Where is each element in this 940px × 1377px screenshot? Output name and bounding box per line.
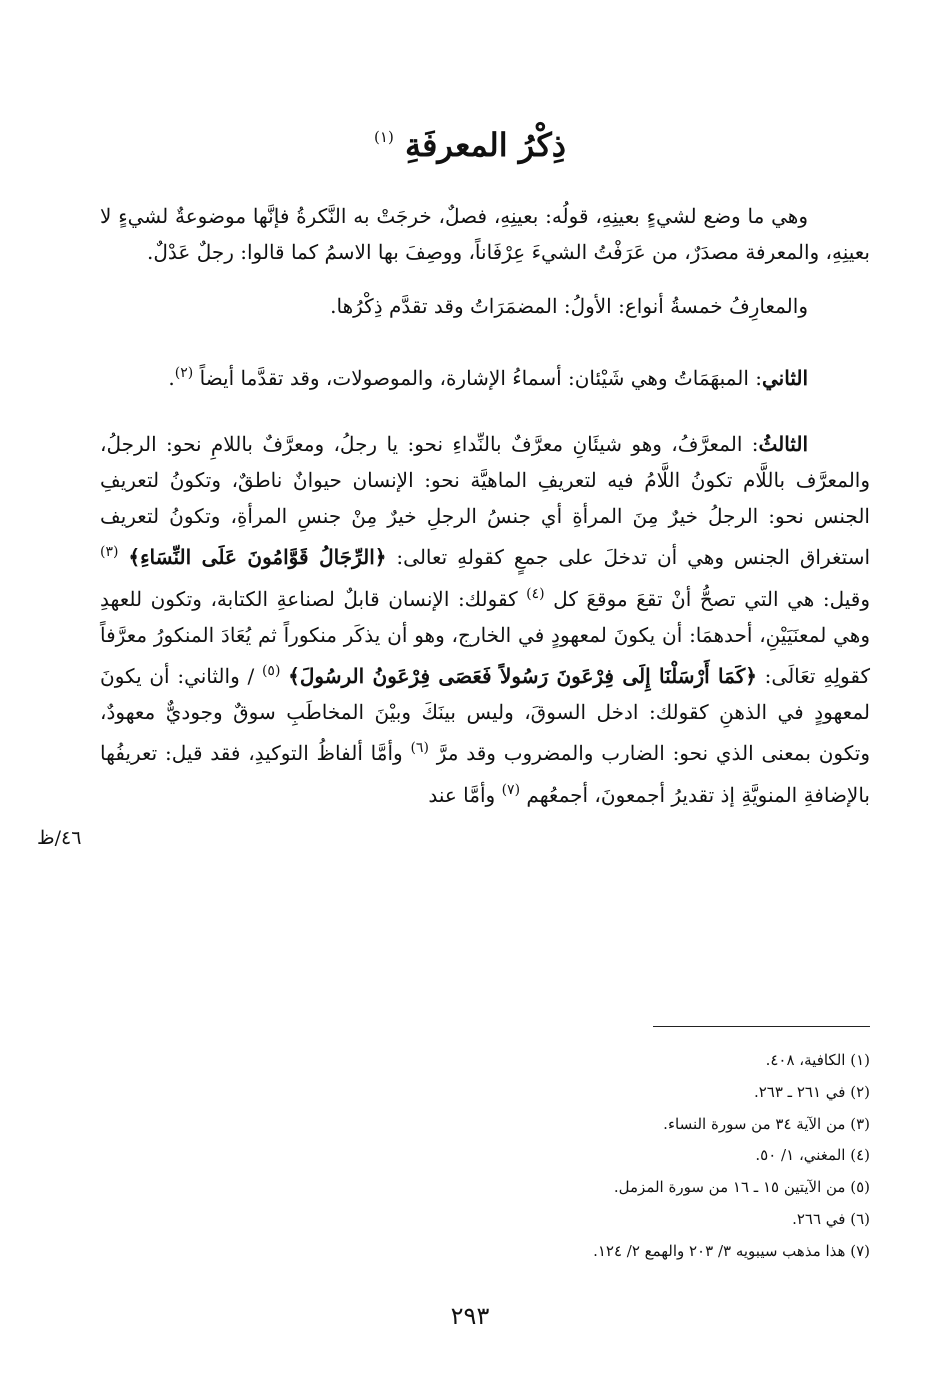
quran-verse-1: ﴿الرِّجَالُ قَوَّامُونَ عَلَى النِّسَاءِ﴾ <box>128 545 387 570</box>
footnote-5: (٥) من الآيتين ١٥ ـ ١٦ من سورة المزمل. <box>613 1178 870 1197</box>
footnote-ref-2: (٢) <box>174 364 194 381</box>
paragraph-third-b: وقيل: هي التي تصحُّ أنْ تقعَ موقعَ كل <box>553 586 871 611</box>
label-third: الثالثُ <box>758 431 808 456</box>
footnote-4: (٤) المغني، ١/ ٥٠. <box>755 1146 870 1165</box>
label-second: الثاني <box>761 365 808 390</box>
footnote-2: (٢) في ٢٦١ ـ ٢٦٣. <box>753 1082 870 1101</box>
paragraph-second-end: . <box>168 365 175 390</box>
paragraph-third-d: / والثاني: أن يكونَ لمعهودٍ في الذهنِ كقولك: ادخل السوقَ، وليس بينَكَ وبيْنَ المخاطَبِ سوقٌ وجوديٌّ معهودٌ، وتكون بمعنى الذي نحو: الضارب والمضروب وقد مرَّ <box>100 664 870 766</box>
manuscript-folio-note: ٤٦/ظ <box>37 827 82 849</box>
page-number: ٢٩٣ <box>450 1302 490 1330</box>
footnotes <box>400 1045 870 1268</box>
paragraph-second <box>100 355 870 396</box>
footnote-ref-5: (٥) <box>261 663 281 680</box>
footnote-divider <box>653 1026 870 1027</box>
paragraph-third-a: : المعرَّفُ، وهو شيئَانِ معرَّفٌ بالنِّداءِ نحو: يا رجلُ، ومعرَّفٌ باللامِ نحو: الرجلُ، والمعرَّف باللَّام تكونُ اللَّامُ فيه لتعريفِ الماهيَّة نحو: الإنسان حيوانٌ ناطقٌ، وتكونُ لتعريفِ الجنس نحو: الرجلُ خيرٌ مِنَ المرأةِ أي جنسُ الرجلِ خيرٌ مِنْ جنسِ المرأةِ، وتكونُ لتعريف استغراق الجنس وهي أن تدخلَ على جمعٍ كقولهِ تعالى: <box>100 431 871 570</box>
section-title <box>0 126 940 164</box>
footnote-1: (١) الكافية، ٤٠٨. <box>765 1051 870 1069</box>
footnote-6: (٦) في ٢٦٦. <box>792 1209 870 1228</box>
footnote-3: (٣) من الآية ٣٤ من سورة النساء. <box>663 1114 870 1133</box>
quran-verse-2: ﴿كَمَا أَرْسَلْنَا إِلَى فِرْعَونَ رَسُولاً فَعَصَى فِرْعَونُ الرسُولَ﴾ <box>288 664 757 689</box>
footnote-ref-4: (٤) <box>526 585 545 602</box>
footnote-ref-7: (٧) <box>501 781 521 798</box>
section-title-text: ذِكْرُ المعرفَةِ <box>404 126 566 164</box>
footnote-ref-3: (٣) <box>100 544 119 561</box>
paragraph-third-e: وأمَّا ألفاظُ التوكيدِ، فقد قيل: تعريفُها بالإضافةِ المنويَّةِ إذ تقديرُ أجمعونَ، أجمعُهم <box>100 741 870 807</box>
paragraph-third <box>100 426 870 813</box>
paragraph-types: والمعارِفُ خمسةُ أنواع: الأولُ: المضمَرَاتُ وقد تقدَّم ذِكْرُها. <box>330 294 808 319</box>
footnote-ref-6: (٦) <box>410 740 429 757</box>
title-footnote-ref: (١) <box>374 128 394 146</box>
paragraph-definition: وهي ما وضع لشيءٍ بعينِهِ، قولُه: بعينِهِ، فصلٌ، خرجَتْ به النَّكرةُ فإنَّها موضوعةٌ لشيءٍ لا بعينِهِ، والمعرفة مصدَرٌ، من عَرَفْتُ الشيءَ عِرْفَاناً، ووصِفَ بها الاسمُ كما قالوا: رجلٌ عَدْلٌ. <box>100 204 870 265</box>
paragraph-third-c: كقولك: الإنسان قابلٌ لصناعةِ الكتابة، وتكون للعهدِ وهي لمعنَيَيْنِ، أحدهمَا: أن يكونَ لمعهودٍ في الخارج، وهو أن يذكَر منكوراً ثم يُعَادَ المنكورُ معرَّفاً كقولِهِ تعَالَى: <box>100 586 870 689</box>
paragraph-third-f: وأمَّا عند <box>428 782 496 807</box>
paragraph-second-text: : المبهَمَاتُ وهي شَيْئان: أسماءُ الإشارة، والموصولات، وقد تقدَّما أيضاً <box>199 365 762 390</box>
main-text <box>100 198 870 831</box>
footnote-7: (٧) هذا مذهب سيبويه ٣/ ٢٠٣ والهمع ٢/ ١٢٤. <box>593 1241 870 1260</box>
